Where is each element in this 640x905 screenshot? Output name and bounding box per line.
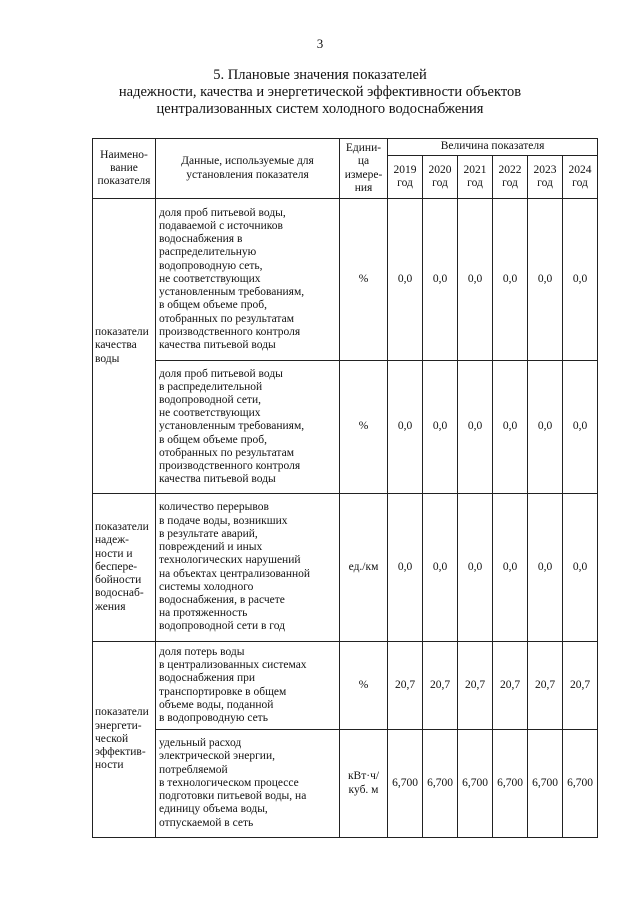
value-cell: 6,700 bbox=[493, 730, 528, 838]
value-cell: 0,0 bbox=[458, 494, 493, 642]
value-cell: 20,7 bbox=[493, 642, 528, 730]
value-cell: 0,0 bbox=[528, 199, 563, 361]
table-row bbox=[93, 642, 598, 730]
value-cell: 6,700 bbox=[458, 730, 493, 838]
value-cell: 20,7 bbox=[528, 642, 563, 730]
table-row bbox=[93, 361, 598, 494]
header-year: 2023 год bbox=[528, 156, 563, 199]
value-cell: 0,0 bbox=[423, 199, 458, 361]
title-line: 5. Плановые значения показателей bbox=[213, 67, 427, 83]
value-cell: 6,700 bbox=[388, 730, 423, 838]
value-cell: 0,0 bbox=[528, 494, 563, 642]
table-row bbox=[93, 199, 598, 361]
document-title bbox=[60, 67, 580, 118]
value-cell: 0,0 bbox=[563, 494, 598, 642]
header-values: Величина показателя bbox=[388, 139, 598, 156]
table-row bbox=[93, 730, 598, 838]
header-year: 2024 год bbox=[563, 156, 598, 199]
value-cell: 0,0 bbox=[563, 199, 598, 361]
value-cell: 0,0 bbox=[458, 361, 493, 494]
row-description: количество перерывов в подаче воды, возникших в результате аварий, повреждений и иных технологических нарушений на объектах централизованной системы холодного водоснабжения, в расчете на протяженность водопроводной сети в год bbox=[156, 494, 340, 642]
row-unit: кВт·ч/ куб. м bbox=[340, 730, 388, 838]
row-description: доля проб питьевой воды в распределительной водопроводной сети, не соответствующих установленным требованиям, в общем объеме проб, отобранных по результатам производственного контроля качества питьевой воды bbox=[156, 361, 340, 494]
row-unit: % bbox=[340, 642, 388, 730]
value-cell: 6,700 bbox=[528, 730, 563, 838]
value-cell: 0,0 bbox=[423, 494, 458, 642]
value-cell: 0,0 bbox=[493, 361, 528, 494]
value-cell: 0,0 bbox=[493, 494, 528, 642]
value-cell: 0,0 bbox=[528, 361, 563, 494]
header-year: 2021 год bbox=[458, 156, 493, 199]
row-description: доля потерь воды в централизованных системах водоснабжения при транспортировке в общем объеме воды, поданной в водопроводную сеть bbox=[156, 642, 340, 730]
title-line: централизованных систем холодного водоснабжения bbox=[156, 101, 484, 117]
row-unit: % bbox=[340, 199, 388, 361]
group-name: показатели энергети- ческой эффектив- ности bbox=[93, 642, 156, 838]
row-unit: ед./км bbox=[340, 494, 388, 642]
value-cell: 0,0 bbox=[493, 199, 528, 361]
row-unit: % bbox=[340, 361, 388, 494]
value-cell: 20,7 bbox=[388, 642, 423, 730]
value-cell: 0,0 bbox=[563, 361, 598, 494]
value-cell: 0,0 bbox=[388, 494, 423, 642]
header-year: 2019 год bbox=[388, 156, 423, 199]
table-row bbox=[93, 494, 598, 642]
header-data: Данные, используемые для установления показателя bbox=[156, 139, 340, 199]
row-description: удельный расход электрической энергии, потребляемой в технологическом процессе подготовки питьевой воды, на единицу объема воды, отпускаемой в сеть bbox=[156, 730, 340, 838]
value-cell: 0,0 bbox=[458, 199, 493, 361]
value-cell: 0,0 bbox=[388, 361, 423, 494]
indicators-table bbox=[92, 138, 598, 838]
header-year: 2022 год bbox=[493, 156, 528, 199]
value-cell: 20,7 bbox=[423, 642, 458, 730]
group-name: показатели качества воды bbox=[93, 199, 156, 494]
row-description: доля проб питьевой воды, подаваемой с источников водоснабжения в распределительную водопроводную сеть, не соответствующих установленным требованиям, в общем объеме проб, отобранных по результатам производственного контроля качества питьевой воды bbox=[156, 199, 340, 361]
header-year: 2020 год bbox=[423, 156, 458, 199]
value-cell: 6,700 bbox=[423, 730, 458, 838]
page-number: 3 bbox=[316, 36, 324, 51]
value-cell: 0,0 bbox=[388, 199, 423, 361]
header-name: Наимено- вание показателя bbox=[93, 139, 156, 199]
value-cell: 0,0 bbox=[423, 361, 458, 494]
value-cell: 20,7 bbox=[458, 642, 493, 730]
header-row bbox=[93, 139, 598, 156]
group-name: показатели надеж- ности и беспере- бойности водоснаб- жения bbox=[93, 494, 156, 642]
title-line: надежности, качества и энергетической эффективности объектов bbox=[118, 84, 522, 100]
value-cell: 6,700 bbox=[563, 730, 598, 838]
header-unit: Едини- ца измере- ния bbox=[340, 139, 388, 199]
value-cell: 20,7 bbox=[563, 642, 598, 730]
